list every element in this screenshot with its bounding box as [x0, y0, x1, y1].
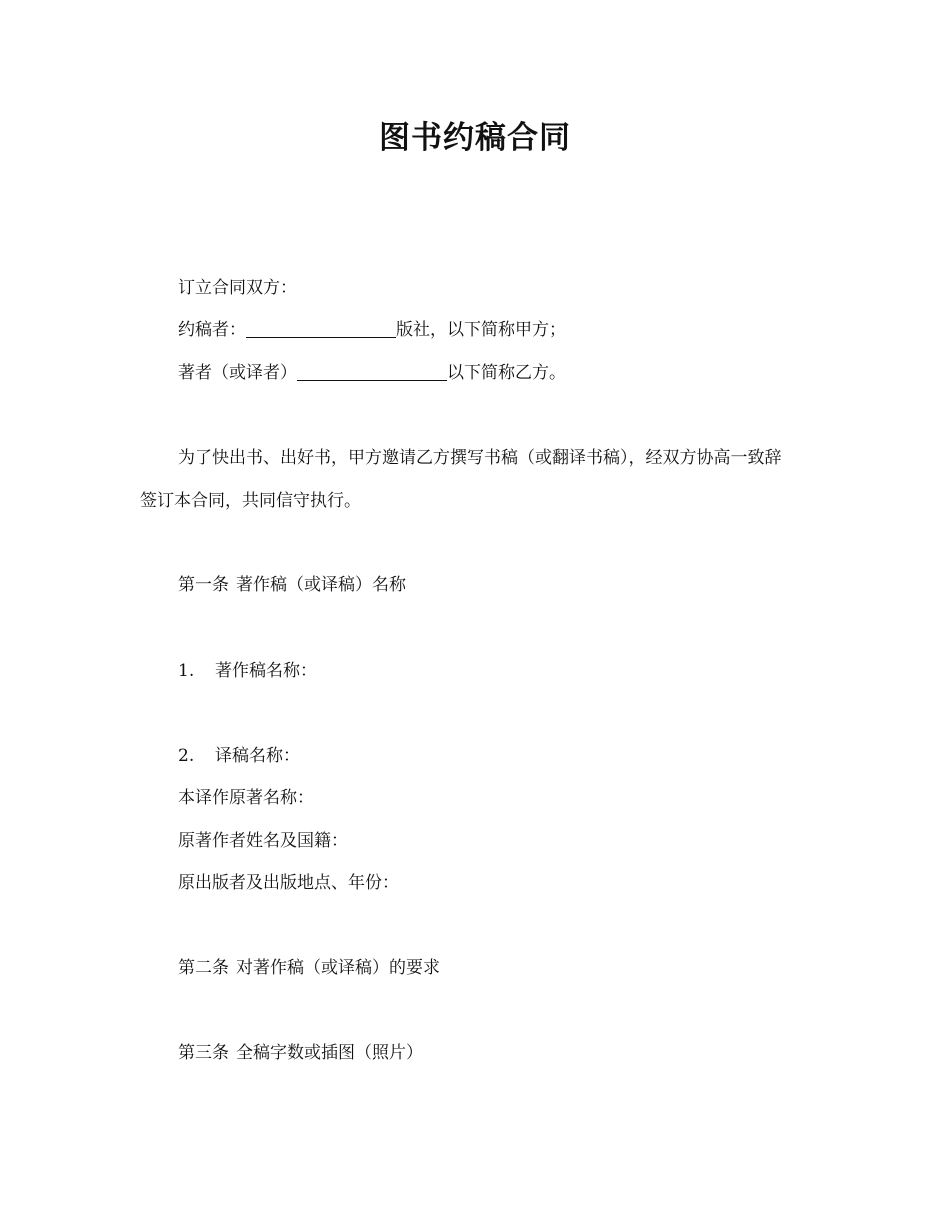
- article-1-item-2: [178, 744, 300, 768]
- item-2-number: 2.: [178, 746, 195, 766]
- intro-line-1: 为了快出书、出好书，甲方邀请乙方撰写书稿（或翻译书稿），经双方协高一致辞: [178, 448, 782, 468]
- article-2-number: 第二条: [178, 958, 229, 978]
- original-publisher-line: 原出版者及出版地点、年份：: [178, 873, 399, 893]
- party-a-suffix: 版社，以下简称甲方；: [396, 320, 566, 340]
- article-1-number: 第一条: [178, 575, 229, 595]
- article-1-heading-line: [178, 573, 406, 597]
- article-2-heading-line: [178, 956, 440, 980]
- item-1-text: 著作稿名称：: [215, 661, 317, 681]
- item-1-number: 1.: [178, 661, 195, 681]
- party-a-line: [178, 318, 566, 342]
- original-author-line: 原著作者姓名及国籍：: [178, 831, 348, 851]
- article-1-title: 著作稿（或译稿）名称: [236, 575, 406, 595]
- parties-heading: 订立合同双方：: [178, 278, 297, 298]
- item-2-text: 译稿名称：: [215, 746, 300, 766]
- party-b-line: [178, 361, 566, 385]
- party-b-blank: [297, 362, 447, 381]
- document-title: 图书约稿合同: [379, 120, 571, 156]
- article-3-title: 全稿字数或插图（照片）: [236, 1043, 423, 1063]
- original-title-line: 本译作原著名称：: [178, 788, 314, 808]
- party-b-suffix: 以下简称乙方。: [447, 363, 566, 383]
- intro-line-2: 签订本合同，共同信守执行。: [140, 491, 361, 511]
- article-2-title: 对著作稿（或译稿）的要求: [236, 958, 440, 978]
- party-a-blank: [246, 319, 396, 338]
- article-1-item-1: [178, 659, 317, 683]
- article-3-heading-line: [178, 1041, 423, 1065]
- article-3-number: 第三条: [178, 1043, 229, 1063]
- party-b-label: 著者（或译者）: [178, 363, 297, 383]
- party-a-label: 约稿者：: [178, 320, 246, 340]
